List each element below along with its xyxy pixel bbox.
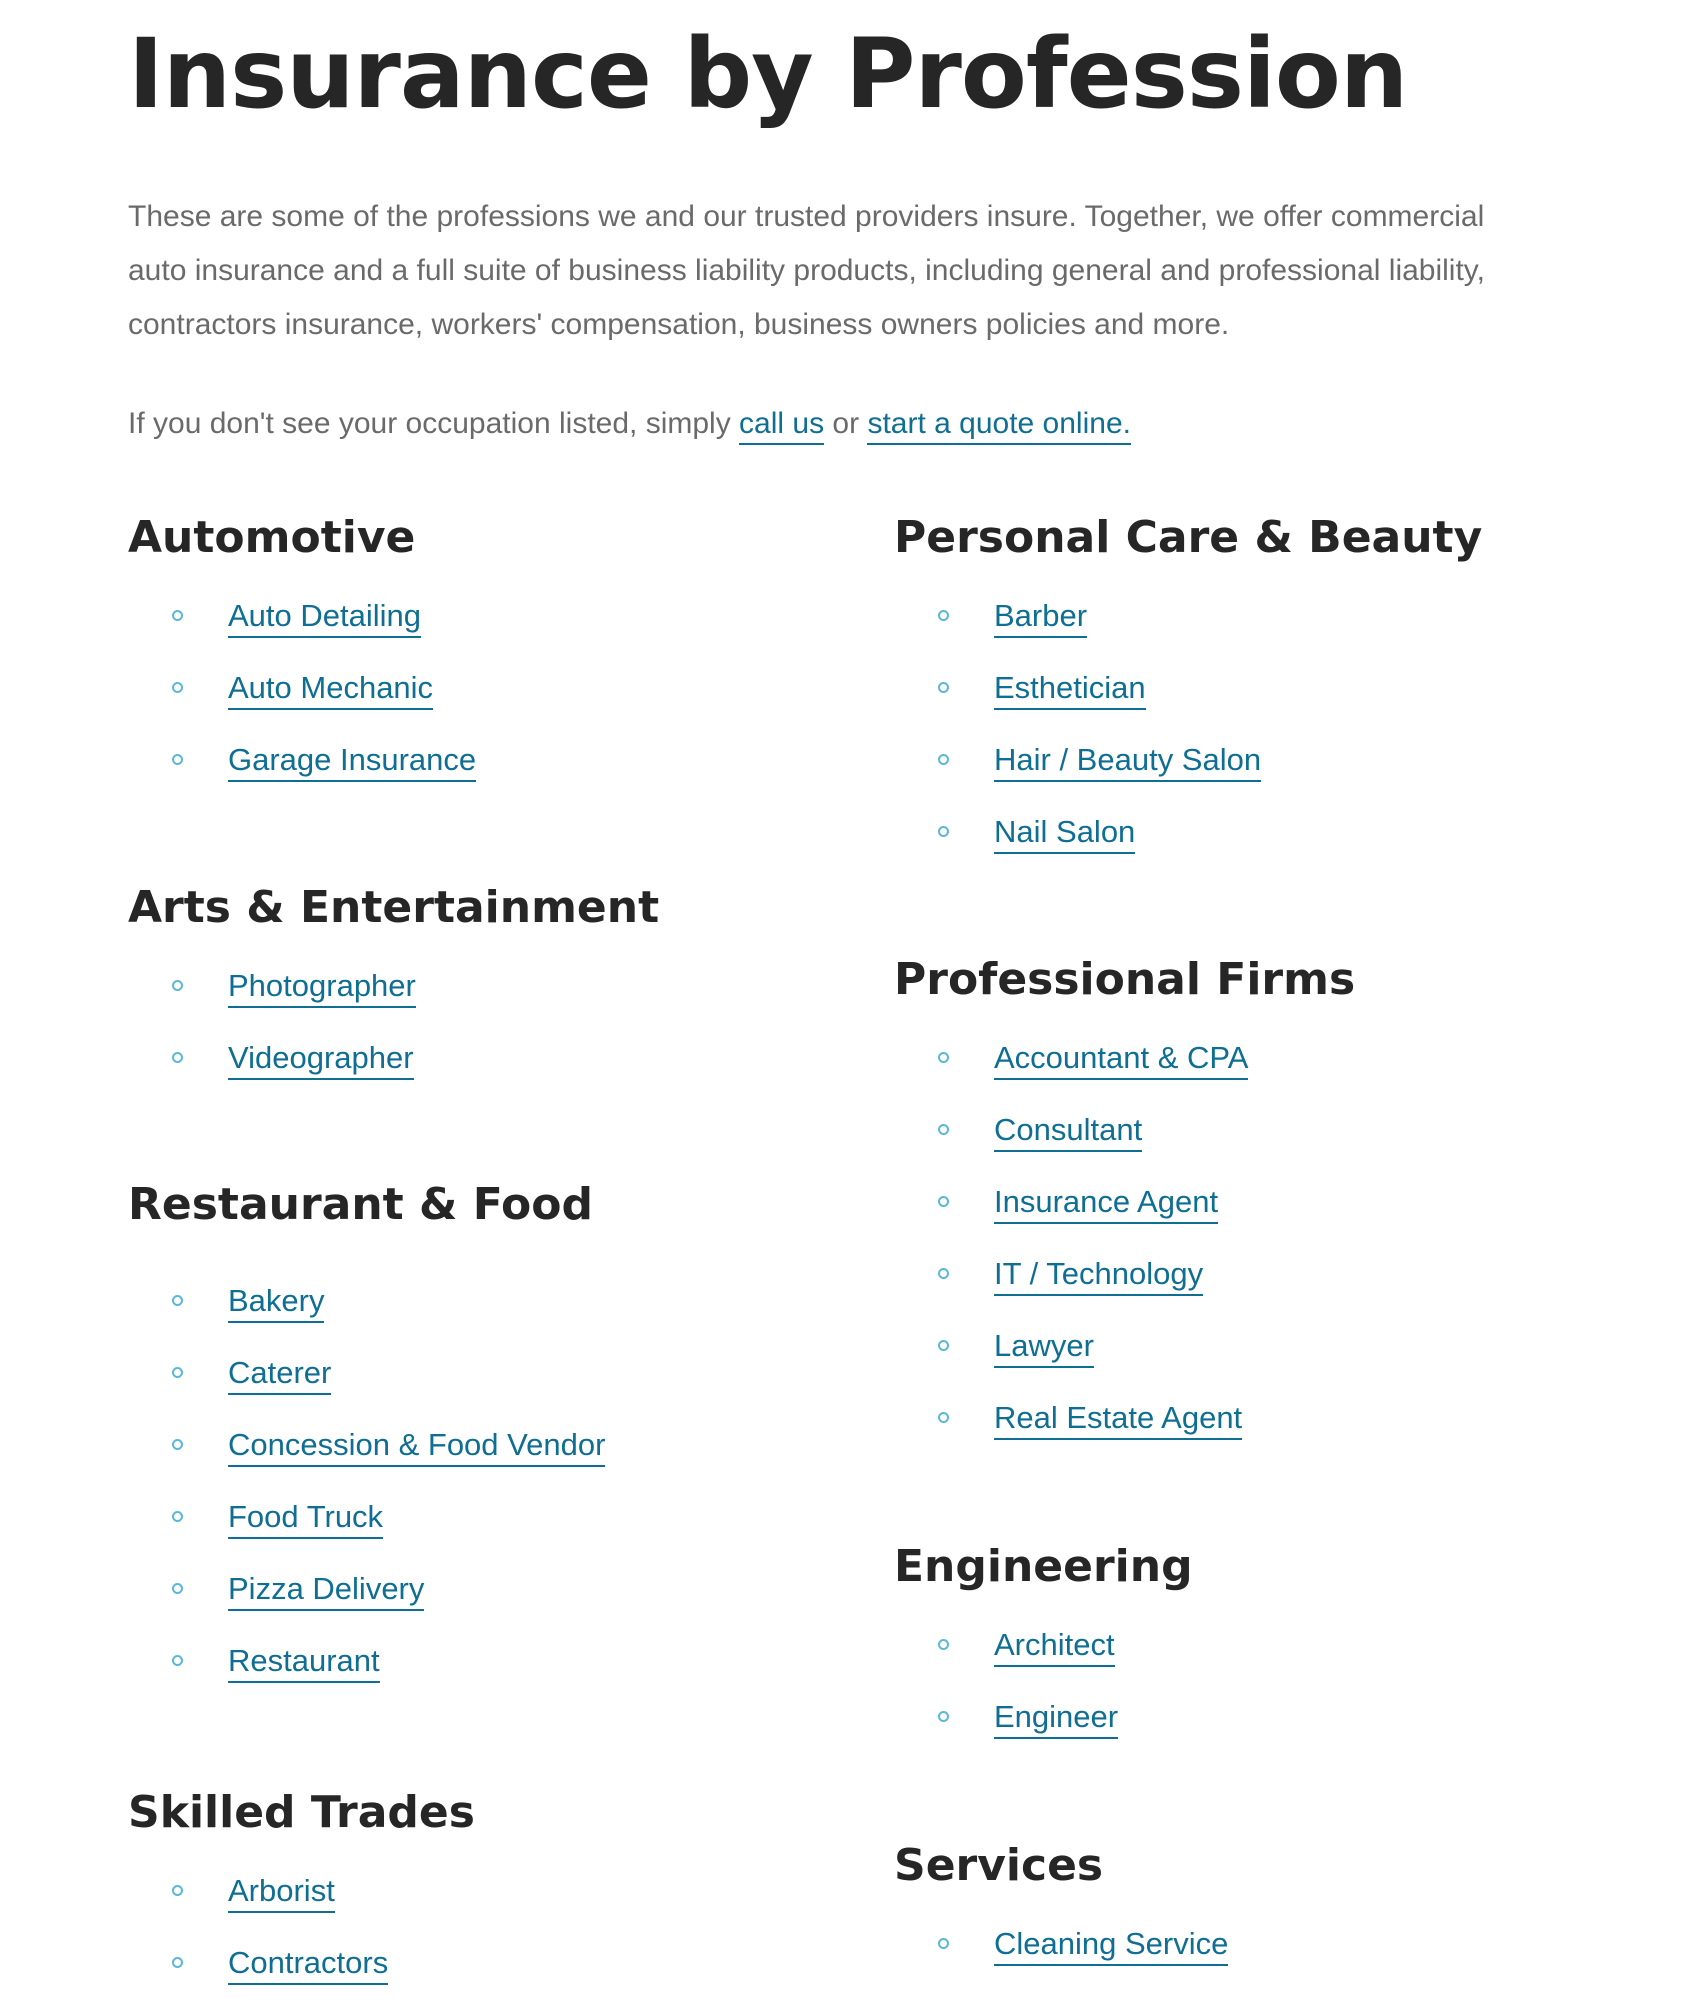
bullet-icon (938, 1938, 949, 1949)
list-item (894, 724, 1482, 796)
bullet-icon (172, 754, 183, 765)
profession-link[interactable]: Auto Detailing (228, 598, 421, 638)
bullet-icon (172, 1511, 183, 1522)
section-heading: Arts & Entertainment (128, 882, 660, 933)
bullet-icon (938, 1052, 949, 1063)
profession-link[interactable]: Auto Mechanic (228, 670, 433, 710)
list-item (894, 652, 1482, 724)
profession-list (894, 1022, 1355, 1454)
list-item (894, 1609, 1193, 1681)
section-heading: Personal Care & Beauty (894, 512, 1483, 563)
page-title: Insurance by Profession (128, 18, 1408, 130)
profession-link[interactable]: Real Estate Agent (994, 1400, 1242, 1440)
intro-line: contractors insurance, workers' compensation, business owners policies and more. (128, 308, 1230, 341)
list-item (894, 1310, 1355, 1382)
section-services (894, 1836, 1228, 1980)
profession-link[interactable]: Insurance Agent (994, 1184, 1218, 1224)
profession-link[interactable]: Nail Salon (994, 814, 1135, 854)
bullet-icon (172, 1583, 183, 1594)
bullet-icon (172, 1295, 183, 1306)
bullet-icon (172, 682, 183, 693)
bullet-icon (172, 980, 183, 991)
list-item (128, 1553, 605, 1625)
profession-link[interactable]: Caterer (228, 1355, 331, 1395)
profession-link[interactable]: Esthetician (994, 670, 1146, 710)
bullet-icon (938, 1196, 949, 1207)
list-item (128, 580, 476, 652)
profession-link[interactable]: IT / Technology (994, 1256, 1203, 1296)
section-heading: Services (894, 1840, 1104, 1891)
profession-list (128, 580, 476, 796)
list-item (128, 1855, 475, 1927)
list-item (894, 580, 1482, 652)
profession-list (128, 1855, 475, 1999)
bullet-icon (172, 1655, 183, 1666)
profession-link[interactable]: Architect (994, 1627, 1115, 1667)
list-item (894, 1094, 1355, 1166)
section-arts-entertainment (128, 878, 659, 1094)
section-heading: Skilled Trades (128, 1787, 475, 1838)
list-item (128, 1265, 605, 1337)
bullet-icon (938, 610, 949, 621)
profession-link[interactable]: Arborist (228, 1873, 335, 1913)
list-item (894, 1681, 1193, 1753)
profession-link[interactable]: Lawyer (994, 1328, 1094, 1368)
list-item (128, 1927, 475, 1999)
bullet-icon (172, 1957, 183, 1968)
section-heading: Professional Firms (894, 954, 1356, 1005)
bullet-icon (172, 1885, 183, 1896)
list-item (894, 1166, 1355, 1238)
profession-list (128, 1265, 605, 1697)
bullet-icon (938, 682, 949, 693)
list-item (894, 1382, 1355, 1454)
bullet-icon (938, 1639, 949, 1650)
list-item (128, 724, 476, 796)
bullet-icon (172, 1439, 183, 1450)
list-item (128, 950, 659, 1022)
list-item (894, 1238, 1355, 1310)
profession-link[interactable]: Engineer (994, 1699, 1118, 1739)
bullet-icon (938, 826, 949, 837)
list-item (128, 1022, 659, 1094)
profession-link[interactable]: Contractors (228, 1945, 388, 1985)
bullet-icon (938, 1412, 949, 1423)
bullet-icon (938, 754, 949, 765)
profession-link[interactable]: Garage Insurance (228, 742, 476, 782)
section-restaurant-food (128, 1175, 605, 1697)
profession-link[interactable]: Pizza Delivery (228, 1571, 424, 1611)
profession-link[interactable]: Accountant & CPA (994, 1040, 1248, 1080)
profession-link[interactable]: Food Truck (228, 1499, 383, 1539)
bullet-icon (172, 1367, 183, 1378)
section-heading: Engineering (894, 1541, 1193, 1592)
list-item (128, 1625, 605, 1697)
profession-link[interactable]: Concession & Food Vendor (228, 1427, 605, 1467)
profession-link[interactable]: Photographer (228, 968, 416, 1008)
profession-link[interactable]: Barber (994, 598, 1087, 638)
profession-link[interactable]: Bakery (228, 1283, 324, 1323)
intro-line: auto insurance and a full suite of business liability products, including general and professional liability, (128, 254, 1485, 287)
occupation-cta (128, 397, 1131, 451)
profession-list (894, 580, 1482, 868)
section-skilled-trades (128, 1783, 475, 1999)
profession-list (894, 1609, 1193, 1753)
profession-list (894, 1908, 1228, 1980)
list-item (894, 796, 1482, 868)
section-engineering (894, 1537, 1193, 1753)
profession-link[interactable]: Hair / Beauty Salon (994, 742, 1261, 782)
list-item (894, 1022, 1355, 1094)
profession-list (128, 950, 659, 1094)
profession-link[interactable]: Consultant (994, 1112, 1142, 1152)
cta-prefix: If you don't see your occupation listed, simply (128, 407, 740, 440)
cta-middle: or (824, 407, 868, 440)
list-item (128, 1409, 605, 1481)
section-heading: Restaurant & Food (128, 1179, 593, 1230)
list-item (128, 1337, 605, 1409)
bullet-icon (938, 1340, 949, 1351)
section-professional-firms (894, 950, 1355, 1454)
start-quote-link[interactable]: start a quote online. (867, 407, 1131, 445)
section-personal-care-beauty (894, 508, 1482, 868)
bullet-icon (938, 1124, 949, 1135)
bullet-icon (172, 1052, 183, 1063)
section-heading: Automotive (128, 512, 416, 563)
intro-paragraph (128, 190, 1588, 352)
list-item (128, 652, 476, 724)
call-us-link[interactable]: call us (739, 407, 824, 445)
profession-link[interactable]: Restaurant (228, 1643, 380, 1683)
list-item (128, 1481, 605, 1553)
list-item (894, 1908, 1228, 1980)
section-automotive (128, 508, 476, 796)
bullet-icon (938, 1711, 949, 1722)
bullet-icon (172, 610, 183, 621)
profession-link[interactable]: Videographer (228, 1040, 414, 1080)
profession-link[interactable]: Cleaning Service (994, 1926, 1228, 1966)
intro-line: These are some of the professions we and our trusted providers insure. Together, we offer commercial (128, 200, 1485, 233)
bullet-icon (938, 1268, 949, 1279)
